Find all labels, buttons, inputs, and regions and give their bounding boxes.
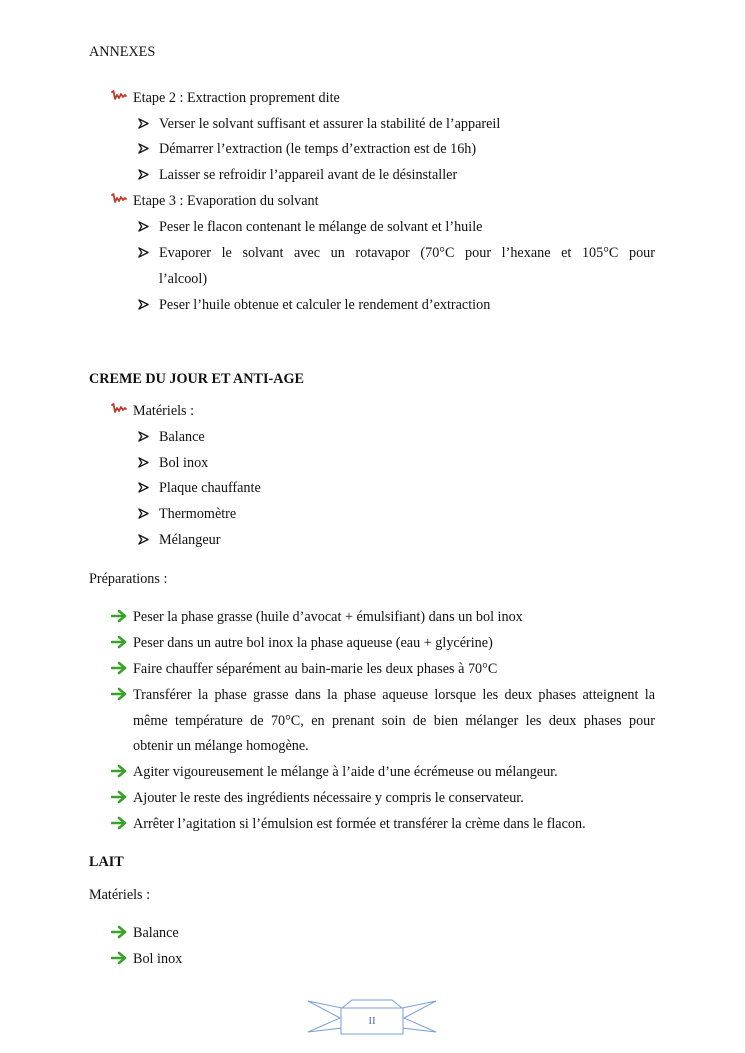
green-arrow-icon [111, 951, 127, 965]
triangle-bullet-icon [138, 299, 149, 310]
triangle-bullet-icon [138, 247, 149, 258]
preparations-label: Préparations : [89, 571, 168, 587]
list-item: Bol inox [159, 455, 209, 471]
creme-materials-label: Matériels : [133, 403, 195, 419]
green-arrow-icon [111, 661, 127, 675]
triangle-bullet-icon [138, 169, 149, 180]
list-item: Faire chauffer séparément au bain-marie les deux phases à 70°C [133, 661, 498, 677]
list-item: Peser la phase grasse (huile d’avocat + émulsifiant) dans un bol inox [133, 609, 523, 625]
triangle-bullet-icon [138, 118, 149, 129]
triangle-bullet-icon [138, 534, 149, 545]
list-item: Transférer la phase grasse dans la phase aqueuse lorsque les deux phases atteignent la [133, 687, 655, 703]
green-arrow-icon [111, 609, 127, 623]
list-item-continuation: obtenir un mélange homogène. [133, 738, 309, 754]
lait-heading: LAIT [89, 854, 124, 870]
lait-materials-label: Matériels : [89, 887, 151, 903]
list-item: Ajouter le reste des ingrédients nécessaire y compris le conservateur. [133, 790, 524, 806]
triangle-bullet-icon [138, 431, 149, 442]
page-number: II [368, 1015, 376, 1027]
list-item: Laisser se refroidir l’appareil avant de le désinstaller [159, 167, 458, 183]
list-item: Plaque chauffante [159, 480, 261, 496]
green-arrow-icon [111, 790, 127, 804]
triangle-bullet-icon [138, 482, 149, 493]
list-item: Balance [133, 925, 179, 941]
triangle-bullet-icon [138, 457, 149, 468]
list-item: Démarrer l’extraction (le temps d’extraction est de 16h) [159, 141, 477, 157]
list-item: Mélangeur [159, 532, 221, 548]
list-item: Evaporer le solvant avec un rotavapor (70°C pour l’hexane et 105°C pour [159, 245, 655, 261]
green-arrow-icon [111, 816, 127, 830]
check-mark-icon [111, 90, 127, 102]
triangle-bullet-icon [138, 508, 149, 519]
list-item: Balance [159, 429, 205, 445]
list-item: Peser dans un autre bol inox la phase aqueuse (eau + glycérine) [133, 635, 493, 651]
page-header-title: ANNEXES [89, 44, 156, 60]
creme-heading: CREME DU JOUR ET ANTI-AGE [89, 371, 304, 387]
green-arrow-icon [111, 687, 127, 701]
list-item: Peser l’huile obtenue et calculer le rendement d’extraction [159, 297, 491, 313]
list-item: Agiter vigoureusement le mélange à l’aide d’une écrémeuse ou mélangeur. [133, 764, 558, 780]
green-arrow-icon [111, 764, 127, 778]
step2-title: Etape 2 : Extraction proprement dite [133, 90, 340, 106]
list-item: Verser le solvant suffisant et assurer la stabilité de l’appareil [159, 116, 501, 132]
triangle-bullet-icon [138, 143, 149, 154]
list-item: Peser le flacon contenant le mélange de solvant et l’huile [159, 219, 483, 235]
step3-title: Etape 3 : Evaporation du solvant [133, 193, 319, 209]
list-item-continuation: même température de 70°C, en prenant soin de bien mélanger les deux phases pour [133, 713, 655, 729]
check-mark-icon [111, 193, 127, 205]
list-item: Bol inox [133, 951, 183, 967]
list-item: Arrêter l’agitation si l’émulsion est formée et transférer la crème dans le flacon. [133, 816, 586, 832]
green-arrow-icon [111, 925, 127, 939]
check-mark-icon [111, 403, 127, 415]
list-item: Thermomètre [159, 506, 237, 522]
green-arrow-icon [111, 635, 127, 649]
triangle-bullet-icon [138, 221, 149, 232]
list-item-continuation: l’alcool) [159, 271, 208, 287]
